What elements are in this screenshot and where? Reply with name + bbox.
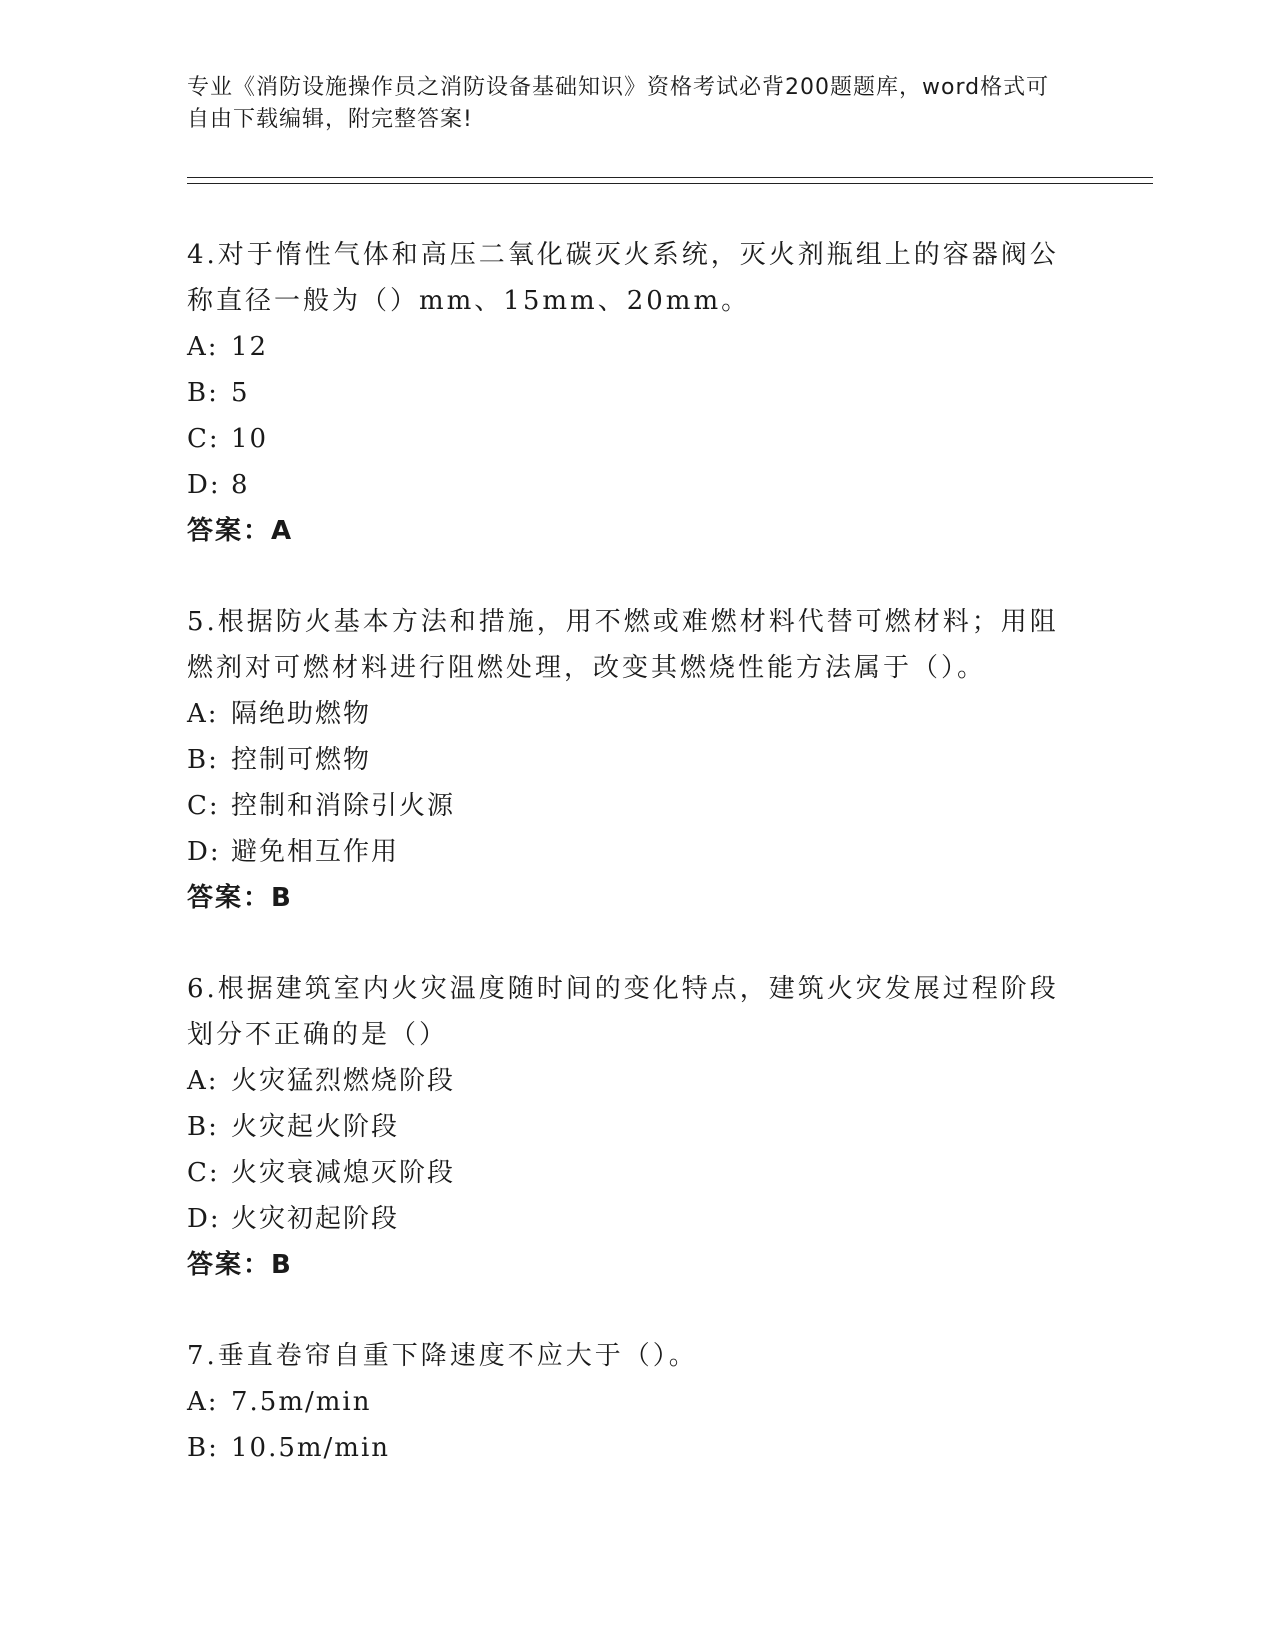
question-text: 5.根据防火基本方法和措施，用不燃或难燃材料代替可燃材料；用阻燃剂对可燃材料进行阻燃处理，改变其燃烧性能方法属于（）。 [187,607,1059,683]
option-text: 隔绝助燃物 [231,699,372,729]
option-c [187,416,1067,462]
option-letter: A: [187,1066,219,1096]
question-item [187,599,1067,921]
question-text: 7.垂直卷帘自重下降速度不应大于（）。 [187,1341,698,1371]
option-b [187,370,1067,416]
option-letter: C: [187,1158,220,1188]
option-d [187,462,1067,508]
option-text: 10.5m/min [231,1433,391,1463]
header-divider-second [187,183,1153,184]
option-letter: C: [187,791,220,821]
option-letter: B: [187,1112,219,1142]
question-list [187,232,1067,1516]
answer-text: 答案：B [187,883,293,913]
header-divider [187,177,1153,178]
option-letter: A: [187,332,219,362]
question-item [187,1333,1067,1471]
option-text: 10 [231,424,269,454]
document-header: 专业《消防设施操作员之消防设备基础知识》资格考试必背200题题库，word格式可自由下载编辑，附完整答案! [187,75,1050,132]
option-d [187,1196,1067,1242]
option-b [187,1425,1067,1471]
option-text: 控制可燃物 [231,745,372,775]
question-text: 4.对于惰性气体和高压二氧化碳灭火系统，灭火剂瓶组上的容器阀公称直径一般为（）mm、15mm、20mm。 [187,240,1059,316]
option-text: 避免相互作用 [231,837,400,867]
option-letter: B: [187,745,219,775]
option-letter: D: [187,1204,221,1234]
answer-text: 答案：A [187,516,294,546]
option-b [187,737,1067,783]
question-item [187,232,1067,554]
option-letter: D: [187,837,221,867]
option-letter: A: [187,1387,219,1417]
option-text: 火灾起火阶段 [231,1112,400,1142]
option-text: 8 [231,470,250,500]
option-a [187,691,1067,737]
option-text: 12 [231,332,269,362]
option-letter: B: [187,378,219,408]
option-d [187,829,1067,875]
option-a [187,1058,1067,1104]
option-text: 火灾初起阶段 [231,1204,400,1234]
option-text: 火灾猛烈燃烧阶段 [231,1066,456,1096]
option-letter: A: [187,699,219,729]
option-c [187,1150,1067,1196]
option-letter: C: [187,424,220,454]
option-text: 5 [231,378,250,408]
option-letter: D: [187,470,221,500]
option-a [187,1379,1067,1425]
question-text: 6.根据建筑室内火灾温度随时间的变化特点，建筑火灾发展过程阶段划分不正确的是（） [187,974,1059,1050]
option-b [187,1104,1067,1150]
option-a [187,324,1067,370]
option-letter: B: [187,1433,219,1463]
question-item [187,966,1067,1288]
option-text: 7.5m/min [231,1387,372,1417]
answer-text: 答案：B [187,1250,293,1280]
option-text: 火灾衰减熄灭阶段 [231,1158,456,1188]
option-c [187,783,1067,829]
option-text: 控制和消除引火源 [231,791,456,821]
